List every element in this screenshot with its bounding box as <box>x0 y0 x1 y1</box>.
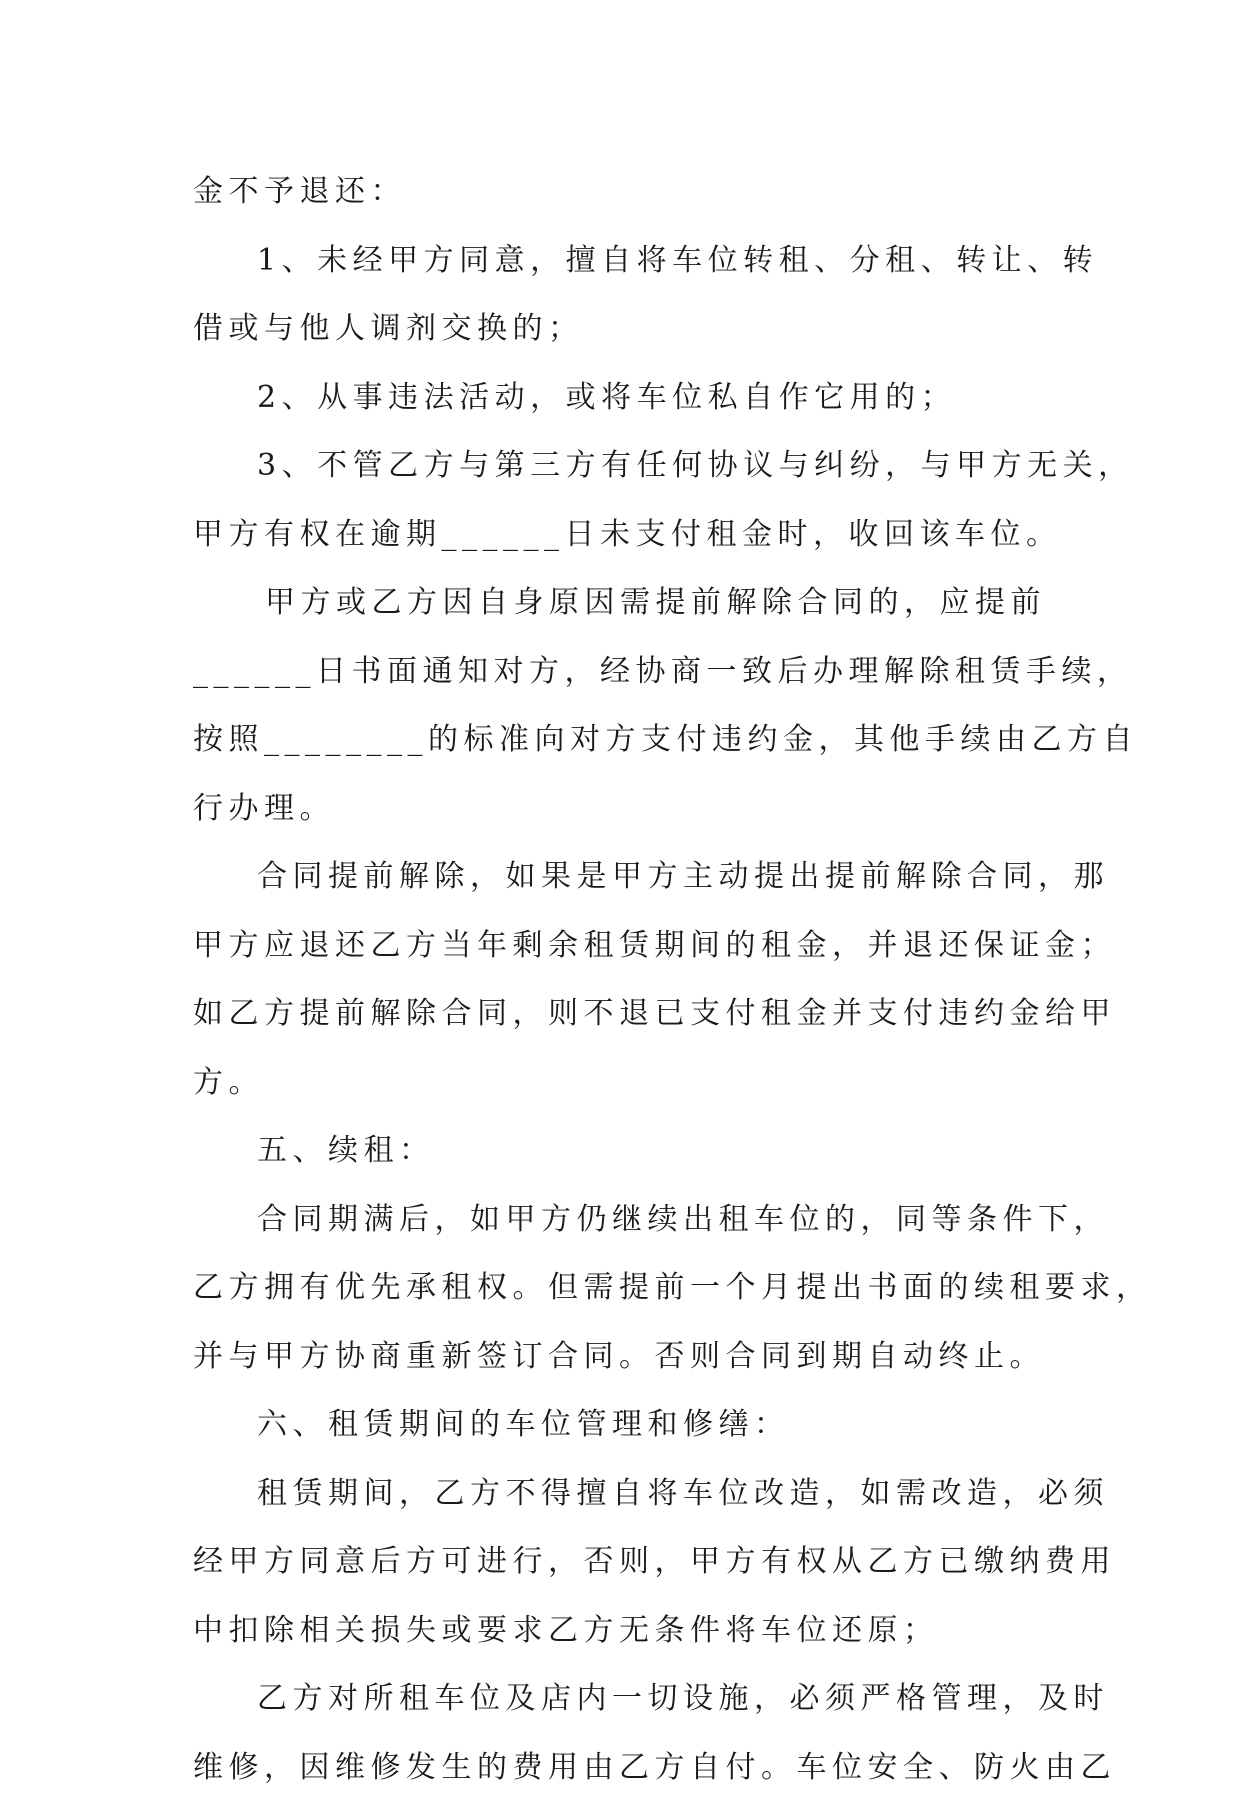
text-line: 甲方应退还乙方当年剩余租赁期间的租金，并退还保证金； <box>193 912 1053 981</box>
text-line: 并与甲方协商重新签订合同。否则合同到期自动终止。 <box>193 1323 1053 1392</box>
text-line: 合同提前解除，如果是甲方主动提出提前解除合同，那 <box>193 843 1053 912</box>
text-line: 乙方拥有优先承租权。但需提前一个月提出书面的续租要求， <box>193 1254 1053 1323</box>
text-line: 如乙方提前解除合同，则不退已支付租金并支付违约金给甲 <box>193 980 1053 1049</box>
text-line: 中扣除相关损失或要求乙方无条件将车位还原； <box>193 1597 1053 1666</box>
text-line: 租赁期间，乙方不得擅自将车位改造，如需改造，必须 <box>193 1460 1053 1529</box>
text-line: 甲方有权在逾期______日未支付租金时，收回该车位。 <box>193 501 1053 570</box>
text-line: 甲方或乙方因自身原因需提前解除合同的，应提前 <box>193 569 1053 638</box>
text-line: 经甲方同意后方可进行，否则，甲方有权从乙方已缴纳费用 <box>193 1528 1053 1597</box>
text-line: 借或与他人调剂交换的； <box>193 295 1053 364</box>
text-line: 维修，因维修发生的费用由乙方自付。车位安全、防火由乙 <box>193 1734 1053 1802</box>
text-line: 金不予退还： <box>193 158 1053 227</box>
text-line: 行办理。 <box>193 775 1053 844</box>
text-line: ______日书面通知对方，经协商一致后办理解除租赁手续， <box>193 638 1053 707</box>
section-heading: 六、租赁期间的车位管理和修缮： <box>193 1391 1053 1460</box>
text-line: 1、未经甲方同意，擅自将车位转租、分租、转让、转 <box>193 227 1053 296</box>
text-line: 3、不管乙方与第三方有任何协议与纠纷，与甲方无关， <box>193 432 1053 501</box>
section-heading: 五、续租： <box>193 1117 1053 1186</box>
text-line: 乙方对所租车位及店内一切设施，必须严格管理，及时 <box>193 1665 1053 1734</box>
text-line: 按照________的标准向对方支付违约金，其他手续由乙方自 <box>193 706 1053 775</box>
text-line: 合同期满后，如甲方仍继续出租车位的，同等条件下， <box>193 1186 1053 1255</box>
text-line: 2、从事违法活动，或将车位私自作它用的； <box>193 364 1053 433</box>
text-line: 方。 <box>193 1049 1053 1118</box>
document-body <box>193 158 1053 1802</box>
